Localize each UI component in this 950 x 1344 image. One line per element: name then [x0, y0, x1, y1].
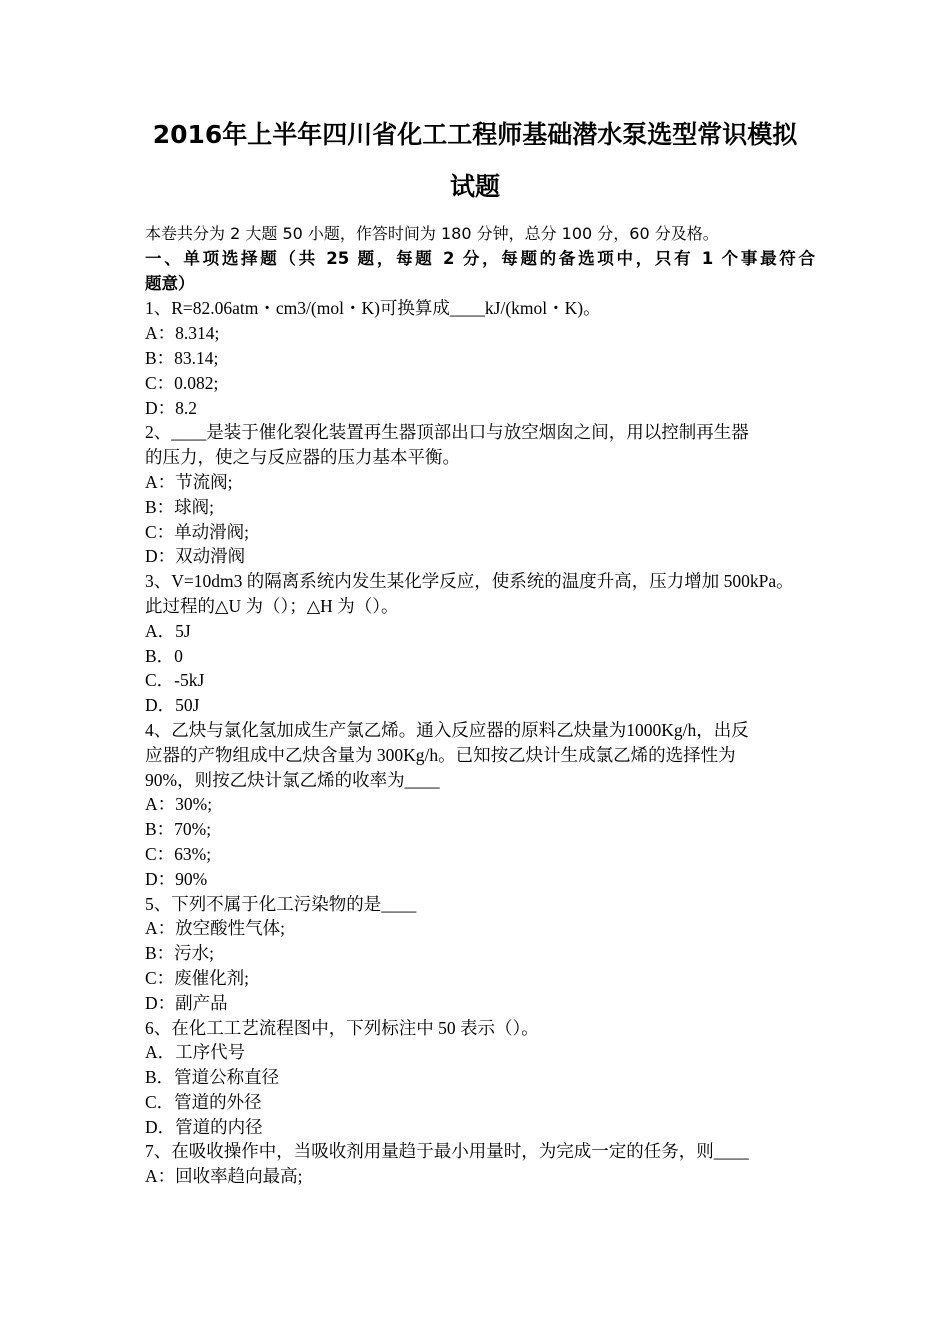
- question-stem: 1、R=82.06atm・cm3/(mol・K)可换算成____kJ/(kmol・K)。: [145, 298, 601, 319]
- question-3: [145, 569, 815, 718]
- question-5: [145, 892, 815, 1016]
- answer-option-a: A：8.314;: [145, 323, 220, 344]
- answer-option-b: B：83.14;: [145, 347, 219, 368]
- answer-option-d: D：90%: [145, 868, 208, 889]
- answer-option-a: A．工序代号: [145, 1042, 246, 1063]
- answer-option-c: C．-5kJ: [145, 670, 205, 691]
- answer-option-c: C：废催化剂;: [145, 967, 250, 988]
- answer-option-c: C：单动滑阀;: [145, 521, 250, 542]
- answer-option-b: B：球阀;: [145, 496, 215, 517]
- answer-option-b: B：70%;: [145, 819, 212, 840]
- answer-option-d: D：双动滑阀: [145, 546, 246, 567]
- answer-option-b: B．0: [145, 645, 183, 666]
- answer-option-d: D：副产品: [145, 992, 228, 1013]
- question-stem: 7、在吸收操作中，当吸收剂用量趋于最小用量时，为完成一定的任务，则____: [145, 1141, 749, 1162]
- question-7: [145, 1139, 815, 1189]
- answer-option-c: C：0.082;: [145, 372, 219, 393]
- question-1: [145, 296, 815, 420]
- question-4: [145, 718, 815, 892]
- answer-option-c: C．管道的外径: [145, 1091, 262, 1112]
- question-stem-continued: 90%，则按乙炔计氯乙烯的收率为____: [145, 769, 440, 790]
- answer-option-a: A：回收率趋向最高;: [145, 1166, 303, 1187]
- answer-option-d: D：8.2: [145, 397, 198, 418]
- document-body: [145, 222, 815, 1189]
- answer-option-b: B：污水;: [145, 943, 215, 964]
- question-6: [145, 1016, 815, 1140]
- question-stem-continued: 此过程的△U 为（）；△H 为（）。: [145, 595, 399, 616]
- exam-instructions: 本卷共分为 2 大题 50 小题，作答时间为 180 分钟，总分 100 分，60 分及格。: [145, 224, 719, 243]
- answer-option-d: D．50J: [145, 695, 200, 716]
- answer-option-a: A：放空酸性气体;: [145, 918, 285, 939]
- question-stem: 5、下列不属于化工污染物的是____: [145, 893, 417, 914]
- answer-option-a: A：节流阀;: [145, 471, 233, 492]
- question-stem-continued: 的压力，使之与反应器的压力基本平衡。: [145, 447, 460, 468]
- question-stem: 4、乙炔与氯化氢加成生产氯乙烯。通入反应器的原料乙炔量为1000Kg/h，出反: [145, 719, 749, 740]
- section-heading-line-2: 题意）: [145, 273, 195, 293]
- question-stem-continued: 应器的产物组成中乙炔含量为 300Kg/h。已知按乙炔计生成氯乙烯的选择性为: [145, 744, 736, 765]
- answer-option-a: A．5J: [145, 620, 191, 641]
- document-title-line-1: 2016年上半年四川省化工工程师基础潜水泵选型常识模拟: [152, 120, 798, 149]
- answer-option-d: D．管道的内径: [145, 1116, 263, 1137]
- question-stem: 6、在化工工艺流程图中，下列标注中 50 表示（）。: [145, 1017, 539, 1038]
- answer-option-c: C：63%;: [145, 843, 212, 864]
- question-stem: 2、____是装于催化裂化装置再生器顶部出口与放空烟囱之间，用以控制再生器: [145, 422, 749, 443]
- answer-option-b: B．管道公称直径: [145, 1067, 280, 1088]
- document-title-line-2: 试题: [449, 172, 500, 201]
- answer-option-a: A：30%;: [145, 794, 213, 815]
- question-stem: 3、V=10dm3 的隔离系统内发生某化学反应，使系统的温度升高，压力增加 500kPa。: [145, 571, 794, 592]
- question-2: [145, 420, 815, 569]
- section-heading-line-1: 一、单项选择题（共 25 题，每题 2 分，每题的备选项中，只有 1 个事最符合: [145, 248, 815, 268]
